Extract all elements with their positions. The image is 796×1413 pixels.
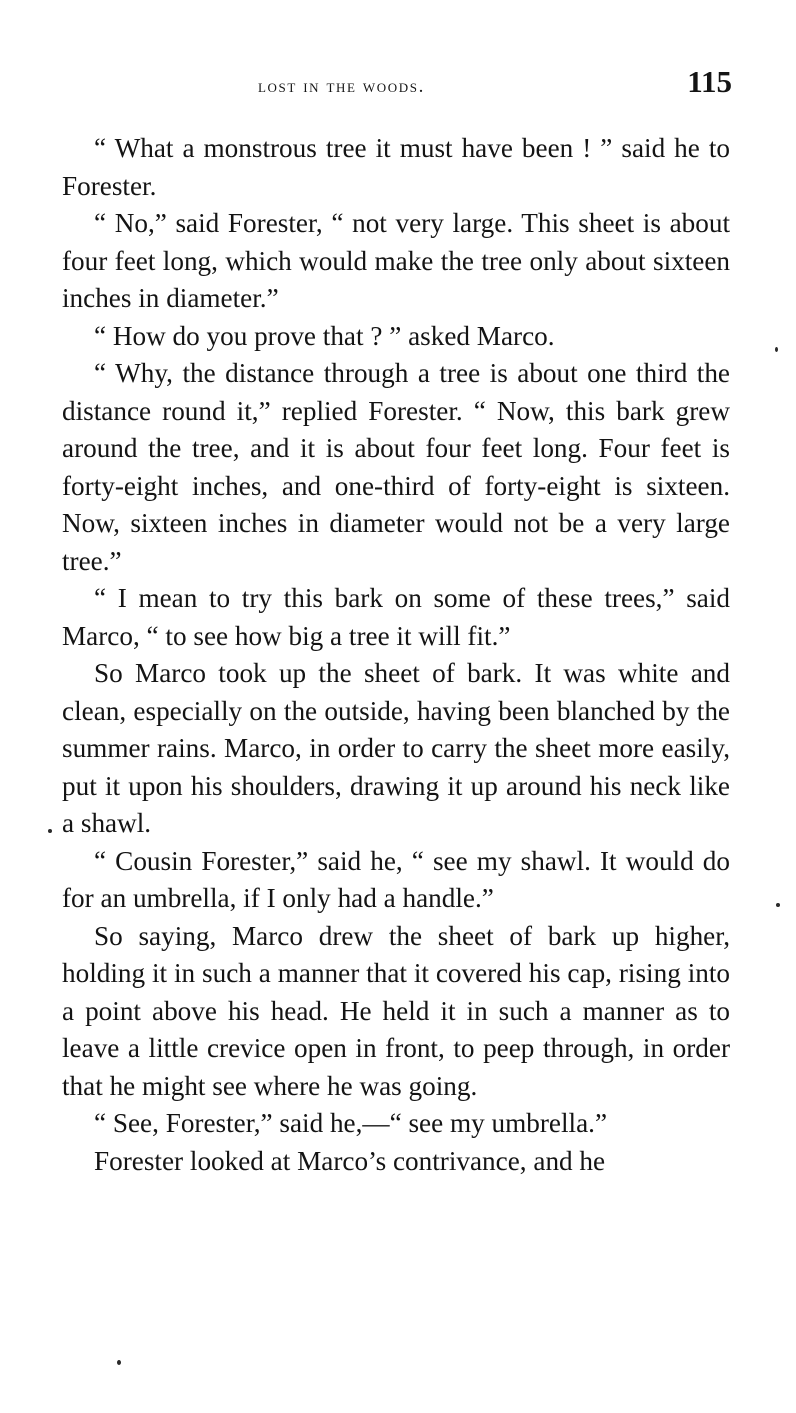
paragraph: “ See, Forester,” said he,—“ see my umbrella.” <box>94 1108 608 1138</box>
running-title: lost in the woods. <box>258 76 425 97</box>
paragraph: Forester looked at Marco’s contrivance, and he <box>94 1145 606 1176</box>
paragraph: So saying, Marco drew the sheet of bark up higher, holding it in such a manner that it covered his cap, rising into a point above his head. He held it in such a manner as to leave a little crevice open in front, to peep through, in order that he might see where he was going. <box>62 920 730 1101</box>
print-speck <box>775 347 778 352</box>
paragraph: “ Cousin Forester,” said he, “ see my shawl. It would do for an umbrella, if I only had a handle.” <box>62 845 730 913</box>
paragraph: “ Why, the distance through a tree is about one third the distance round it,” replied Forester. “ Now, this bark grew around the tree, and it is about four feet long. Four feet is forty-eight inches, and one-third of forty-eight is sixteen. Now, sixteen inches in diameter would not be a very large tree.” <box>62 358 730 576</box>
page-number: 115 <box>687 64 732 99</box>
page-header <box>62 62 732 106</box>
paragraph: “ What a monstrous tree it must have been ! ” said he to Forester. <box>62 133 730 201</box>
print-speck <box>776 903 780 907</box>
paragraph: “ I mean to try this bark on some of these trees,” said Marco, “ to see how big a tree it will fit.” <box>62 583 730 651</box>
paragraph: “ How do you prove that ? ” asked Marco. <box>94 320 555 351</box>
body-text <box>62 130 730 1180</box>
print-speck <box>48 829 52 833</box>
paragraph: “ No,” said Forester, “ not very large. This sheet is about four feet long, which would make the tree only about sixteen inches in diameter.” <box>62 208 730 313</box>
paragraph: So Marco took up the sheet of bark. It was white and clean, especially on the outside, having been blanched by the summer rains. Marco, in order to carry the sheet more easily, put it upon his shoulders, drawing it up around his neck like a shawl. <box>62 658 730 838</box>
print-speck <box>117 1360 121 1365</box>
